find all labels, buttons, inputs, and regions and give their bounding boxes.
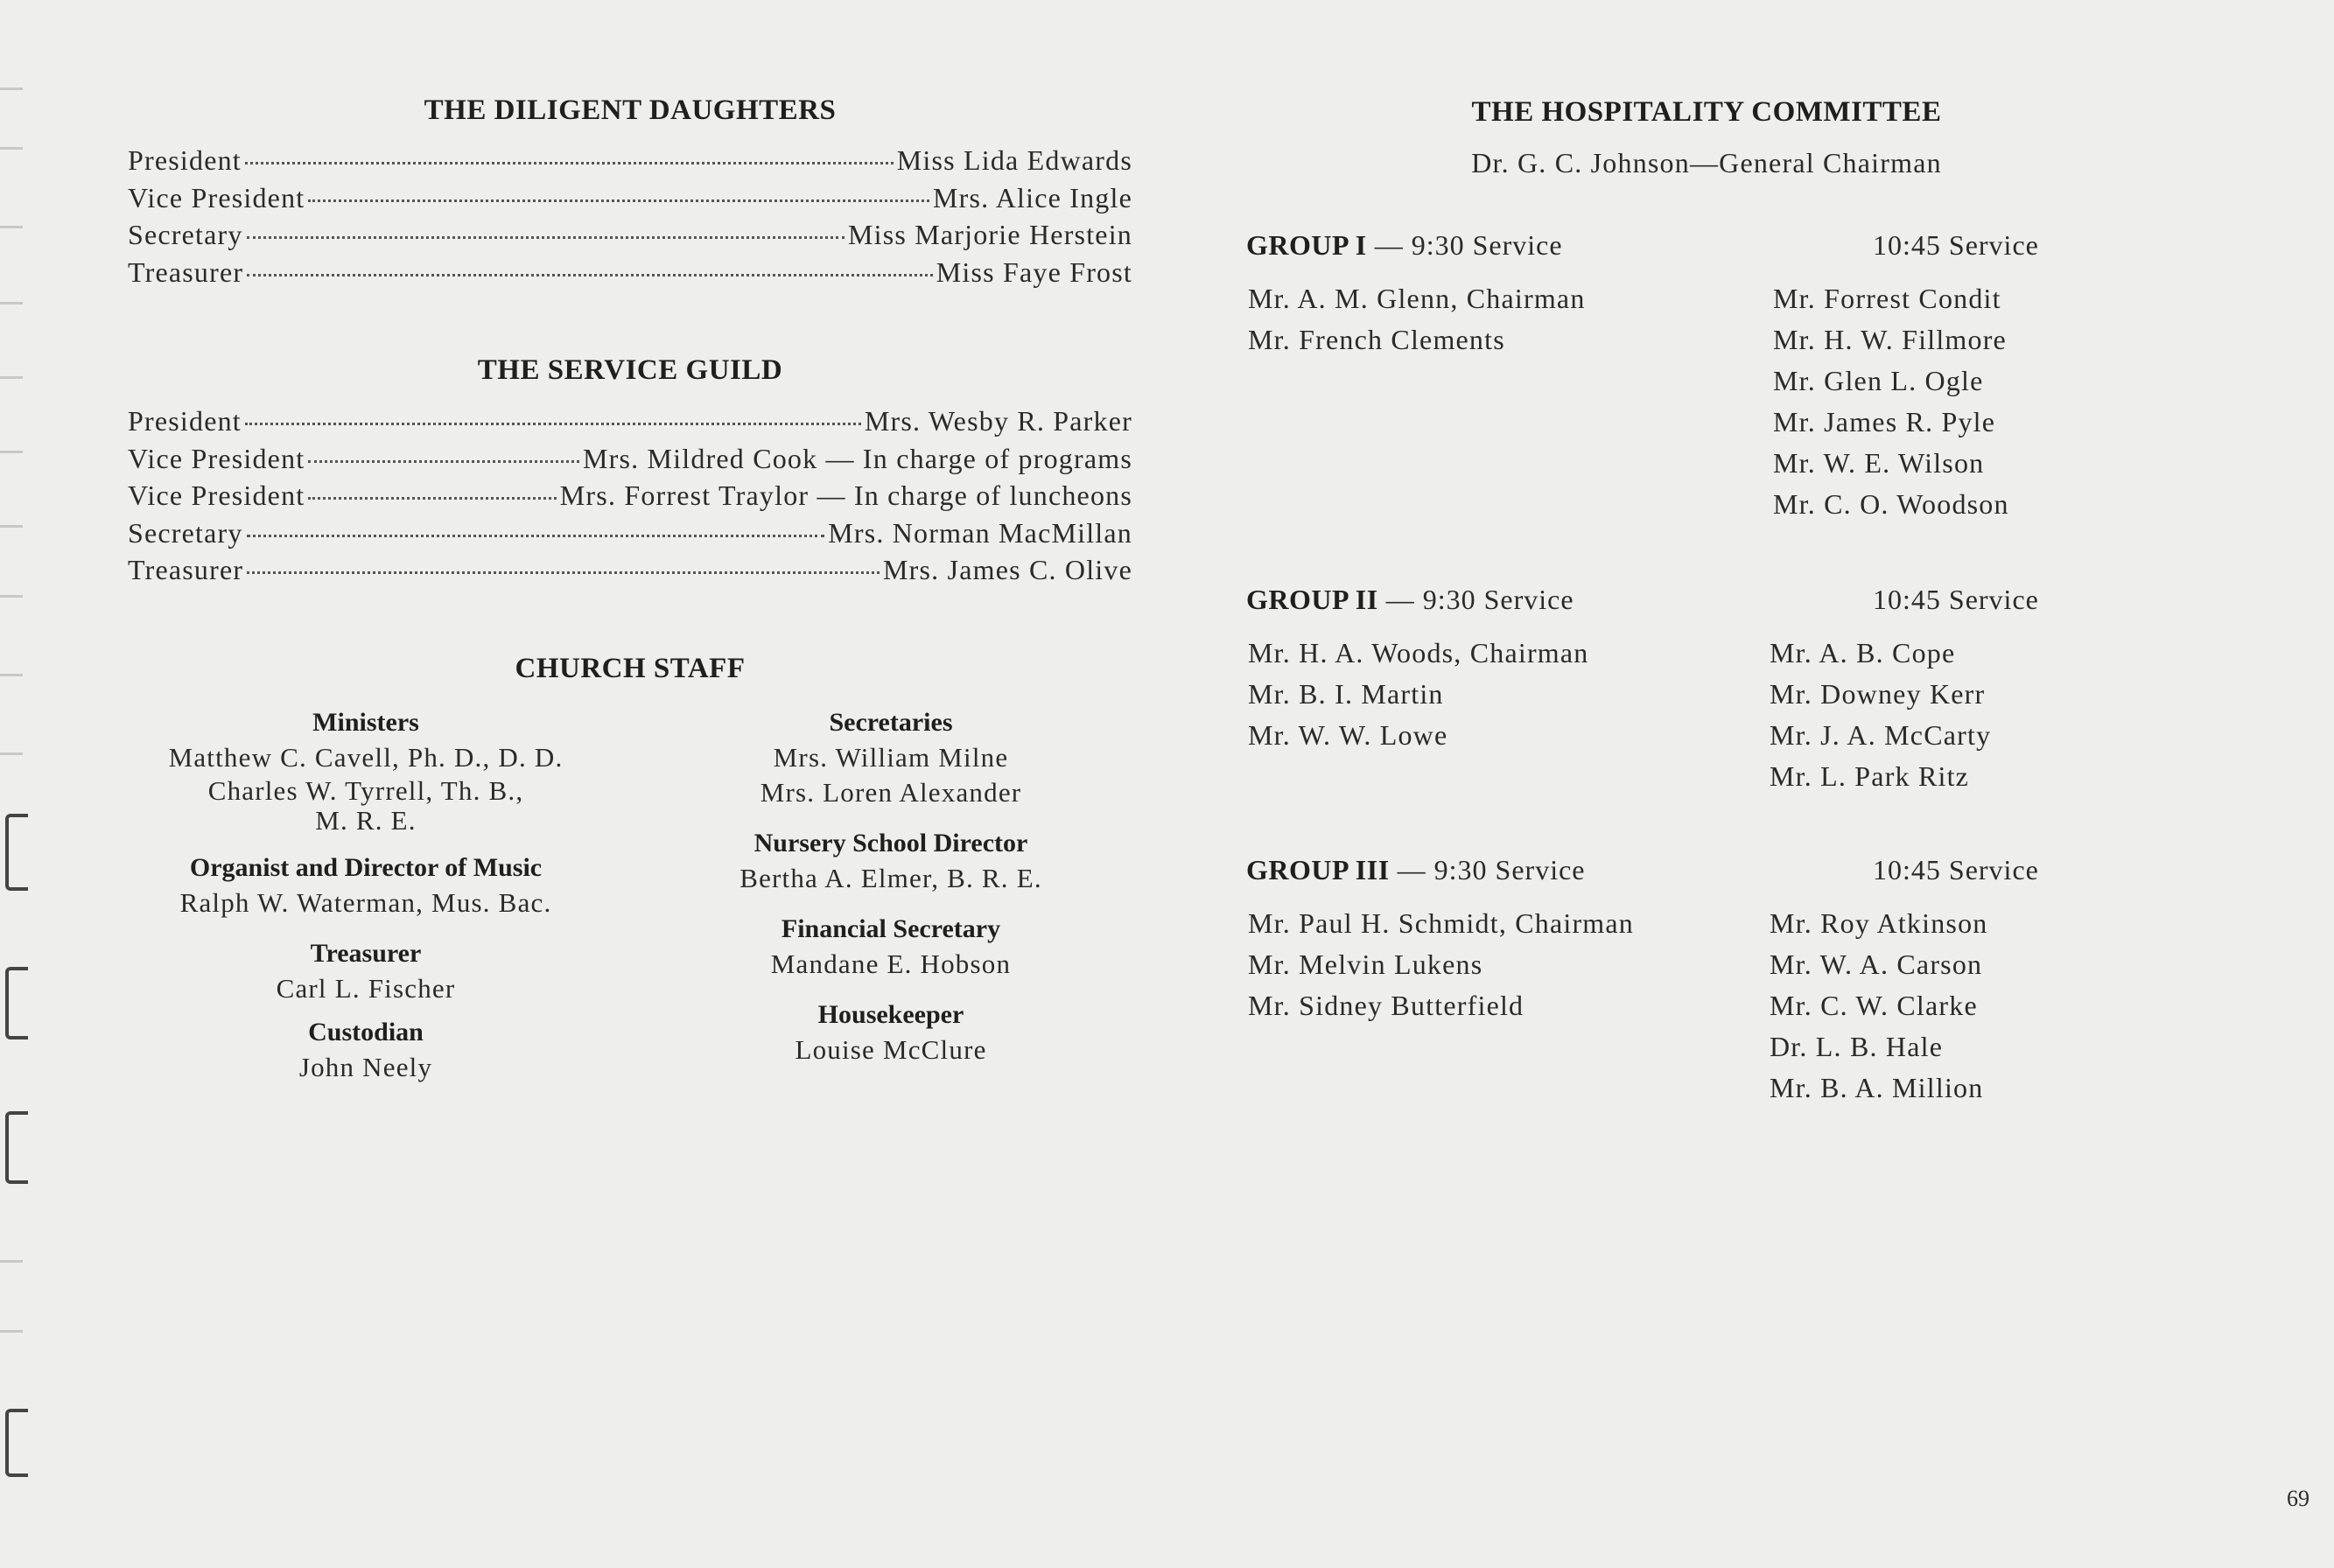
staff-custodian (86, 1015, 646, 1085)
group-3-late-members (1770, 903, 1987, 1109)
officer-row (128, 480, 1132, 517)
member: Mr. James R. Pyle (1773, 406, 1996, 438)
staff-role: Secretaries (829, 708, 953, 737)
member: Mr. W. W. Lowe (1248, 719, 1448, 751)
officer-title: President (128, 405, 242, 437)
member: Mr. C. O. Woodson (1773, 488, 2009, 520)
staff-role: Ministers (312, 708, 419, 737)
binding-tick (0, 674, 23, 676)
officer-title: Secretary (128, 219, 243, 250)
binding-ring (5, 967, 28, 1040)
binding-tick (0, 1330, 23, 1333)
officer-row (128, 256, 1132, 294)
member: Mr. W. A. Carson (1770, 948, 1983, 980)
officer-row (128, 517, 1132, 555)
officer-name: Mrs. Forrest Traylor — In charge of luncheons (559, 480, 1132, 511)
leader-dots (308, 200, 929, 202)
staff-name: Mandane E. Hobson (770, 948, 1012, 979)
staff-role: Organist and Director of Music (189, 853, 543, 882)
binding-ring (5, 814, 28, 891)
officer-name: Mrs. Norman MacMillan (828, 516, 1132, 549)
staff-name: Mrs. Loren Alexander (760, 777, 1022, 808)
staff-name: John Neely (298, 1052, 433, 1082)
staff-nursery-director (611, 826, 1171, 896)
leader-dots (245, 423, 861, 425)
member: Mr. Roy Atkinson (1770, 907, 1988, 939)
staff-role: Housekeeper (817, 1000, 964, 1029)
officer-name: Mrs. Alice Ingle (932, 181, 1132, 214)
member: Mr. L. Park Ritz (1770, 760, 1970, 792)
binding-tick (0, 1260, 23, 1263)
member: Mr. French Clements (1248, 324, 1505, 355)
binding-ring (5, 1409, 28, 1477)
member: Mr. Sidney Butterfield (1248, 990, 1524, 1021)
officer-row (128, 219, 1132, 256)
member: Mr. Downey Kerr (1770, 678, 1986, 710)
diligent-daughters-title: THE DILIGENT DAUGHTERS (424, 94, 837, 126)
early-service-label: — 9:30 Service (1397, 854, 1586, 886)
member: Mr. H. A. Woods, Chairman (1248, 637, 1589, 668)
officer-name: Mrs. Wesby R. Parker (864, 405, 1132, 437)
leader-dots (247, 236, 845, 239)
leader-dots (247, 571, 880, 574)
officer-row (128, 144, 1132, 182)
member: Mr. C. W. Clarke (1770, 990, 1978, 1021)
church-staff-right-column (611, 705, 1171, 1083)
staff-role: Financial Secretary (781, 914, 1001, 943)
early-service-label: — 9:30 Service (1385, 584, 1574, 615)
binding-ring (5, 1111, 28, 1184)
staff-name: Ralph W. Waterman, Mus. Bac. (179, 887, 552, 918)
binding-tick (0, 302, 23, 304)
member: Mr. Glen L. Ogle (1773, 365, 1984, 396)
binding-tick (0, 147, 23, 150)
officer-title: Vice President (128, 181, 305, 214)
member: Mr. J. A. McCarty (1770, 719, 1992, 751)
staff-name: Carl L. Fischer (276, 973, 456, 1004)
member: Dr. L. B. Hale (1770, 1031, 1944, 1062)
binding-tick (0, 376, 23, 379)
staff-treasurer (86, 936, 646, 1006)
binding-tick (0, 595, 23, 598)
member: Mr. H. W. Fillmore (1773, 324, 2007, 355)
officer-row (128, 554, 1132, 592)
group-1-heading (1246, 229, 1563, 262)
group-name: GROUP III (1246, 854, 1390, 886)
group-2-early-members (1248, 633, 1589, 756)
group-1-early-members (1248, 278, 1586, 360)
group-3-heading (1246, 854, 1585, 886)
leader-dots (245, 162, 894, 164)
staff-name: Mrs. William Milne (773, 742, 1009, 773)
officer-name: Miss Marjorie Herstein (847, 219, 1132, 250)
member: Mr. Paul H. Schmidt, Chairman (1248, 907, 1635, 939)
general-chairman: Dr. G. C. Johnson—General Chairman (1471, 147, 1942, 178)
group-name: GROUP I (1246, 229, 1367, 261)
member: Mr. A. B. Cope (1770, 637, 1956, 668)
service-guild-officers (128, 405, 1132, 592)
church-staff-left-column (86, 705, 646, 1101)
member: Mr. A. M. Glenn, Chairman (1248, 283, 1586, 314)
officer-row (128, 182, 1132, 220)
late-service-label: 10:45 Service (1873, 584, 2039, 615)
staff-role: Custodian (308, 1018, 424, 1046)
staff-ministers (86, 705, 646, 835)
officer-title: Vice President (128, 480, 305, 511)
staff-financial-secretary (611, 912, 1171, 982)
leader-dots (247, 535, 825, 537)
binding-tick (0, 525, 23, 528)
staff-role: Treasurer (310, 939, 422, 968)
officer-name: Mrs. James C. Olive (882, 554, 1132, 585)
officer-title: Vice President (128, 442, 305, 474)
group-3-early-members (1248, 903, 1634, 1026)
staff-name: Charles W. Tyrrell, Th. B., (207, 775, 524, 806)
binding-tick (0, 451, 23, 453)
late-service-label: 10:45 Service (1873, 854, 2039, 886)
staff-name: Matthew C. Cavell, Ph. D., D. D. (168, 742, 564, 773)
officer-title: Treasurer (128, 256, 244, 288)
binding-tick (0, 226, 23, 228)
officer-name: Miss Faye Frost (936, 256, 1132, 288)
binding-tick (0, 752, 23, 755)
hospitality-title: THE HOSPITALITY COMMITTEE (1471, 96, 1942, 128)
staff-name: Bertha A. Elmer, B. R. E. (739, 863, 1042, 893)
staff-organist (86, 850, 646, 920)
diligent-daughters-officers (128, 144, 1132, 293)
officer-title: Secretary (128, 516, 243, 549)
officer-title: President (128, 144, 242, 176)
member: Mr. Melvin Lukens (1248, 948, 1483, 980)
group-name: GROUP II (1246, 584, 1378, 615)
church-staff-title: CHURCH STAFF (515, 653, 746, 684)
officer-name: Mrs. Mildred Cook — In charge of programs (582, 442, 1132, 474)
staff-role: Nursery School Director (753, 829, 1028, 858)
officer-name: Miss Lida Edwards (896, 144, 1132, 176)
officer-row (128, 405, 1132, 443)
page-number: 69 (2287, 1486, 2309, 1511)
early-service-label: — 9:30 Service (1374, 229, 1563, 261)
staff-name: Louise McClure (795, 1034, 987, 1065)
member: Mr. Forrest Condit (1773, 283, 2001, 314)
member: Mr. B. I. Martin (1248, 678, 1444, 710)
officer-title: Treasurer (128, 554, 244, 585)
group-1-late-members (1773, 278, 2009, 525)
officer-row (128, 443, 1132, 480)
late-service-label: 10:45 Service (1873, 229, 2039, 261)
member: Mr. W. E. Wilson (1773, 447, 1985, 479)
binding-tick (0, 88, 23, 90)
staff-name: M. R. E. (315, 805, 417, 836)
service-guild-title: THE SERVICE GUILD (477, 354, 783, 386)
leader-dots (247, 274, 932, 276)
member: Mr. B. A. Million (1770, 1072, 1984, 1103)
staff-secretaries (611, 705, 1171, 810)
group-2-late-members (1770, 633, 1991, 797)
leader-dots (308, 497, 556, 500)
leader-dots (308, 460, 579, 463)
staff-housekeeper (611, 998, 1171, 1068)
group-2-heading (1246, 584, 1574, 616)
